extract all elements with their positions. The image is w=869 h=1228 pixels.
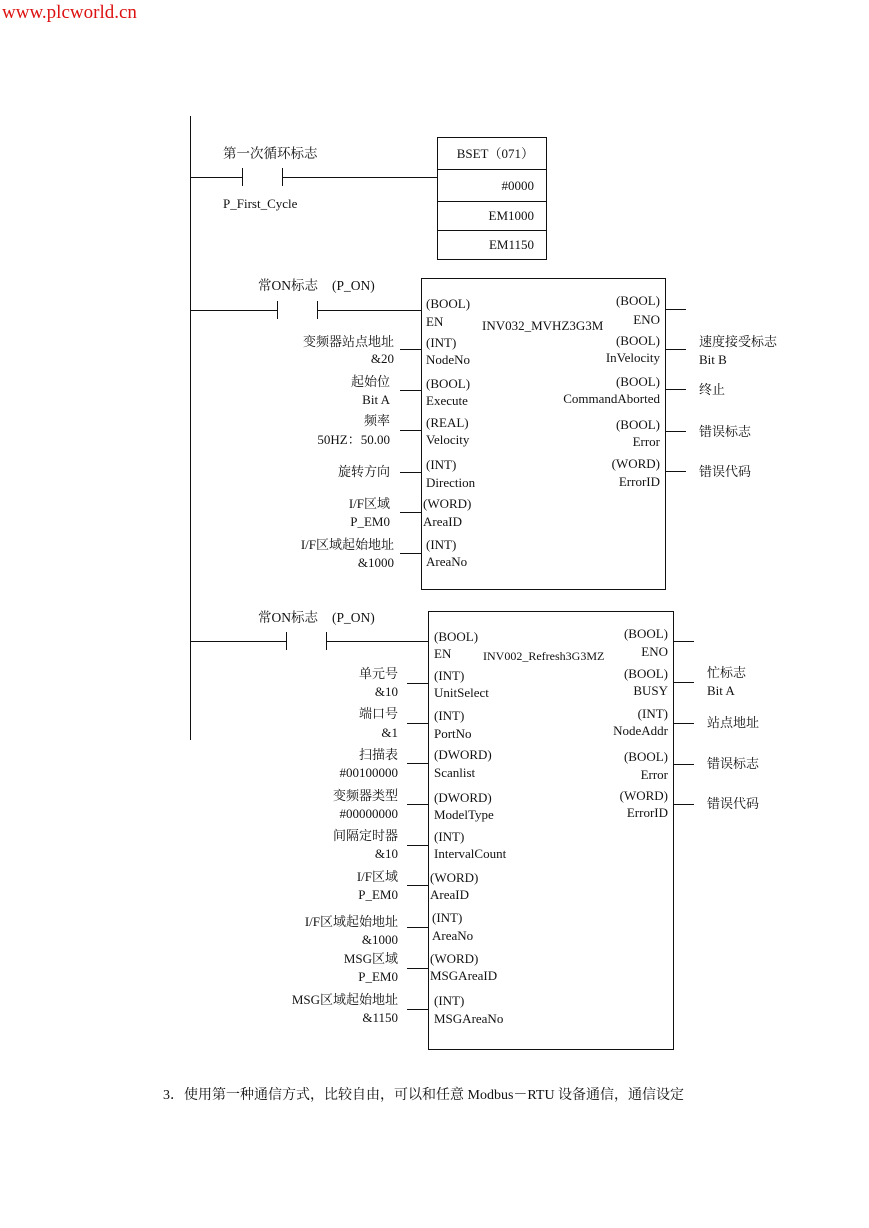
fb1-out-aborted-wire [666, 389, 686, 390]
fb1-in-velocity-name: Velocity [426, 432, 470, 447]
fb1-in-direction-name: Direction [426, 475, 476, 490]
fb2-out-busy-wire [674, 682, 694, 683]
bset-operand-3: EM1150 [437, 230, 547, 260]
rung3-contact-label: 常ON标志 [258, 610, 318, 625]
fb2-out-busy-value: Bit A [707, 683, 735, 698]
rung3-contact-var: (P_ON) [332, 610, 375, 625]
fb2-out-errorid-wire [674, 804, 694, 805]
fb1-in-areaid-label: I/F区域 [348, 496, 390, 511]
fb1-out-aborted-name: CommandAborted [563, 391, 660, 406]
fb2-in-areano-value: &1000 [361, 932, 398, 947]
fb1-in-direction-wire [400, 472, 421, 473]
fb1-in-execute-type: (BOOL) [426, 376, 471, 391]
fb2-in-scanlist-type: (DWORD) [434, 747, 492, 762]
fb2-in-msgareano-type: (INT) [434, 993, 465, 1008]
fb1-out-error-type: (BOOL) [615, 417, 660, 432]
fb2-in-interval-label: 间隔定时器 [332, 828, 398, 843]
fb1-in-velocity-wire [400, 430, 421, 431]
fb2-in-unitselect-value: &10 [374, 684, 398, 699]
fb1-out-invelocity-type: (BOOL) [615, 333, 660, 348]
fb2-in-msgareaid-wire [407, 968, 428, 969]
fb2-in-scanlist-label: 扫描表 [358, 747, 398, 762]
fb2-out-errorid-type: (WORD) [619, 788, 668, 803]
fb2-out-error-type: (BOOL) [623, 749, 668, 764]
fb1-in-areano-name: AreaNo [426, 554, 468, 569]
bset-operand-1: #0000 [437, 169, 547, 202]
rung1-wire-left [190, 177, 242, 178]
fb1-in-execute-name: Execute [426, 393, 468, 408]
rung2-contact-label: 常ON标志 [258, 278, 318, 293]
fb1-out-error-label: 错误标志 [699, 424, 752, 439]
rung2-wire-right [317, 310, 421, 311]
fb2-in-areano-name: AreaNo [432, 928, 474, 943]
fb2-out-nodeaddr-type: (INT) [637, 706, 668, 721]
watermark: www.plcworld.cn [2, 2, 137, 23]
fb1-out-errorid-type: (WORD) [611, 456, 660, 471]
fb-inv032-name: INV032_MVHZ3G3M [482, 318, 604, 333]
fb2-in-areaid-value: P_EM0 [358, 887, 398, 902]
fb1-in-velocity-label: 频率 [363, 413, 390, 428]
fb1-out-aborted-label: 终止 [699, 382, 726, 397]
fb2-out-error-wire [674, 764, 694, 765]
fb1-in-areano-type: (INT) [426, 537, 457, 552]
fb1-in-areano-label: I/F区域起始地址 [300, 537, 394, 552]
fb2-in-scanlist-value: #00100000 [339, 765, 398, 780]
fb2-in-en-type: (BOOL) [434, 629, 479, 644]
fb-inv002-name: INV002_Refresh3G3MZ [483, 649, 605, 663]
fb2-in-msgareaid-label: MSG区域 [343, 951, 398, 966]
fb1-out-errorid-wire [666, 471, 686, 472]
rung1-contact-label: 第一次循环标志 [223, 146, 318, 161]
rung2-wire-left [190, 310, 277, 311]
fb2-in-areano-label: I/F区域起始地址 [304, 914, 398, 929]
fb1-in-areaid-name: AreaID [423, 514, 462, 529]
fb1-out-invelocity-label: 速度接受标志 [699, 334, 778, 349]
fb1-in-areano-wire [400, 553, 421, 554]
fb1-in-areaid-value: P_EM0 [350, 514, 390, 529]
fb1-in-en-name: EN [426, 314, 444, 329]
fb2-in-modeltype-wire [407, 804, 428, 805]
fb1-out-errorid-label: 错误代码 [699, 464, 752, 479]
fb2-in-msgareano-name: MSGAreaNo [434, 1011, 504, 1026]
fb1-out-invelocity-wire [666, 349, 686, 350]
fb1-out-error-name: Error [632, 434, 660, 449]
fb2-in-modeltype-name: ModelType [434, 807, 494, 822]
rung2-contact-var: (P_ON) [332, 278, 375, 293]
fb2-out-eno-type: (BOOL) [623, 626, 668, 641]
fb1-in-execute-value: Bit A [362, 392, 390, 407]
rung2-contact-left-bar[interactable] [277, 301, 278, 319]
fb2-in-scanlist-name: Scanlist [434, 765, 476, 780]
rung1-contact-left-bar[interactable] [242, 168, 243, 186]
fb2-in-interval-name: IntervalCount [434, 846, 507, 861]
fb1-in-areaid-type: (WORD) [423, 496, 472, 511]
fb2-out-nodeaddr-wire [674, 723, 694, 724]
fb2-in-portno-value: &1 [381, 725, 398, 740]
fb1-out-eno-name: ENO [633, 312, 660, 327]
fb2-in-msgareano-value: &1150 [362, 1010, 398, 1025]
fb1-out-invelocity-value: Bit B [699, 352, 727, 367]
fb2-in-interval-wire [407, 845, 428, 846]
fb2-in-msgareano-label: MSG区域起始地址 [291, 992, 398, 1007]
rung1-contact-var: P_First_Cycle [223, 196, 298, 211]
fb1-out-error-wire [666, 431, 686, 432]
fb2-in-modeltype-label: 变频器类型 [332, 788, 398, 803]
fb2-in-msgareaid-name: MSGAreaID [430, 968, 498, 983]
fb2-in-interval-value: &10 [374, 846, 398, 861]
fb1-in-nodeno-name: NodeNo [426, 352, 471, 367]
fb1-out-eno-wire [666, 309, 686, 310]
fb2-in-msgareaid-type: (WORD) [430, 951, 479, 966]
fb2-in-unitselect-name: UnitSelect [434, 685, 489, 700]
fb2-in-scanlist-wire [407, 763, 428, 764]
fb2-in-unitselect-wire [407, 683, 428, 684]
fb1-in-direction-type: (INT) [426, 457, 457, 472]
fb1-out-errorid-name: ErrorID [618, 474, 660, 489]
fb1-in-direction-label: 旋转方向 [337, 464, 390, 479]
fb1-out-eno-type: (BOOL) [615, 293, 660, 308]
fb2-out-busy-label: 忙标志 [707, 665, 747, 680]
fb2-in-areano-wire [407, 927, 428, 928]
fb2-out-busy-name: BUSY [633, 683, 668, 698]
fb2-in-en-name: EN [434, 646, 452, 661]
fb1-in-areaid-wire [400, 512, 421, 513]
fb1-in-areano-value: &1000 [357, 555, 394, 570]
fb2-out-error-name: Error [640, 767, 668, 782]
fb2-in-portno-name: PortNo [434, 726, 472, 741]
rung3-wire-right [326, 641, 428, 642]
fb2-in-portno-wire [407, 723, 428, 724]
fb1-in-nodeno-label: 变频器站点地址 [302, 334, 394, 349]
fb2-out-busy-type: (BOOL) [623, 666, 668, 681]
fb2-in-areano-type: (INT) [432, 910, 463, 925]
fb1-in-nodeno-type: (INT) [426, 335, 457, 350]
fb1-in-nodeno-wire [400, 349, 421, 350]
fb2-in-unitselect-label: 单元号 [358, 666, 398, 681]
fb1-out-invelocity-name: InVelocity [605, 350, 660, 365]
fb2-in-unitselect-type: (INT) [434, 668, 465, 683]
fb2-in-areaid-type: (WORD) [430, 870, 479, 885]
footer-paragraph: 3．使用第一种通信方式，比较自由，可以和任意 Modbus－RTU 设备通信，通信设定 [163, 1088, 685, 1103]
power-rail [190, 116, 191, 740]
rung1-wire-right [282, 177, 437, 178]
fb2-in-areaid-name: AreaID [430, 887, 469, 902]
fb2-in-portno-label: 端口号 [358, 706, 398, 721]
rung3-wire-left [190, 641, 286, 642]
fb2-in-portno-type: (INT) [434, 708, 465, 723]
fb2-in-areaid-wire [407, 885, 428, 886]
fb2-in-modeltype-value: #00000000 [339, 806, 398, 821]
fb2-out-nodeaddr-label: 站点地址 [707, 715, 760, 730]
fb1-in-execute-wire [400, 390, 421, 391]
fb1-in-velocity-type: (REAL) [426, 415, 469, 430]
fb2-out-eno-wire [674, 641, 694, 642]
fb1-in-en-type: (BOOL) [426, 296, 471, 311]
fb1-out-aborted-type: (BOOL) [615, 374, 660, 389]
rung3-contact-left-bar[interactable] [286, 632, 287, 650]
fb1-in-nodeno-value: &20 [370, 351, 394, 366]
fb1-in-execute-label: 起始位 [350, 374, 390, 389]
bset-operand-2: EM1000 [437, 201, 547, 231]
fb2-in-msgareano-wire [407, 1009, 428, 1010]
fb2-out-error-label: 错误标志 [707, 756, 760, 771]
fb2-in-modeltype-type: (DWORD) [434, 790, 492, 805]
bset-instruction-name[interactable]: BSET（071） [437, 137, 547, 170]
fb1-in-velocity-value: 50HZ：50.00 [317, 432, 390, 447]
fb2-out-errorid-label: 错误代码 [707, 796, 760, 811]
fb2-in-msgareaid-value: P_EM0 [358, 969, 398, 984]
fb2-in-interval-type: (INT) [434, 829, 465, 844]
fb2-out-errorid-name: ErrorID [626, 805, 668, 820]
fb2-in-areaid-label: I/F区域 [356, 869, 398, 884]
fb2-out-eno-name: ENO [641, 644, 668, 659]
fb2-out-nodeaddr-name: NodeAddr [613, 723, 668, 738]
